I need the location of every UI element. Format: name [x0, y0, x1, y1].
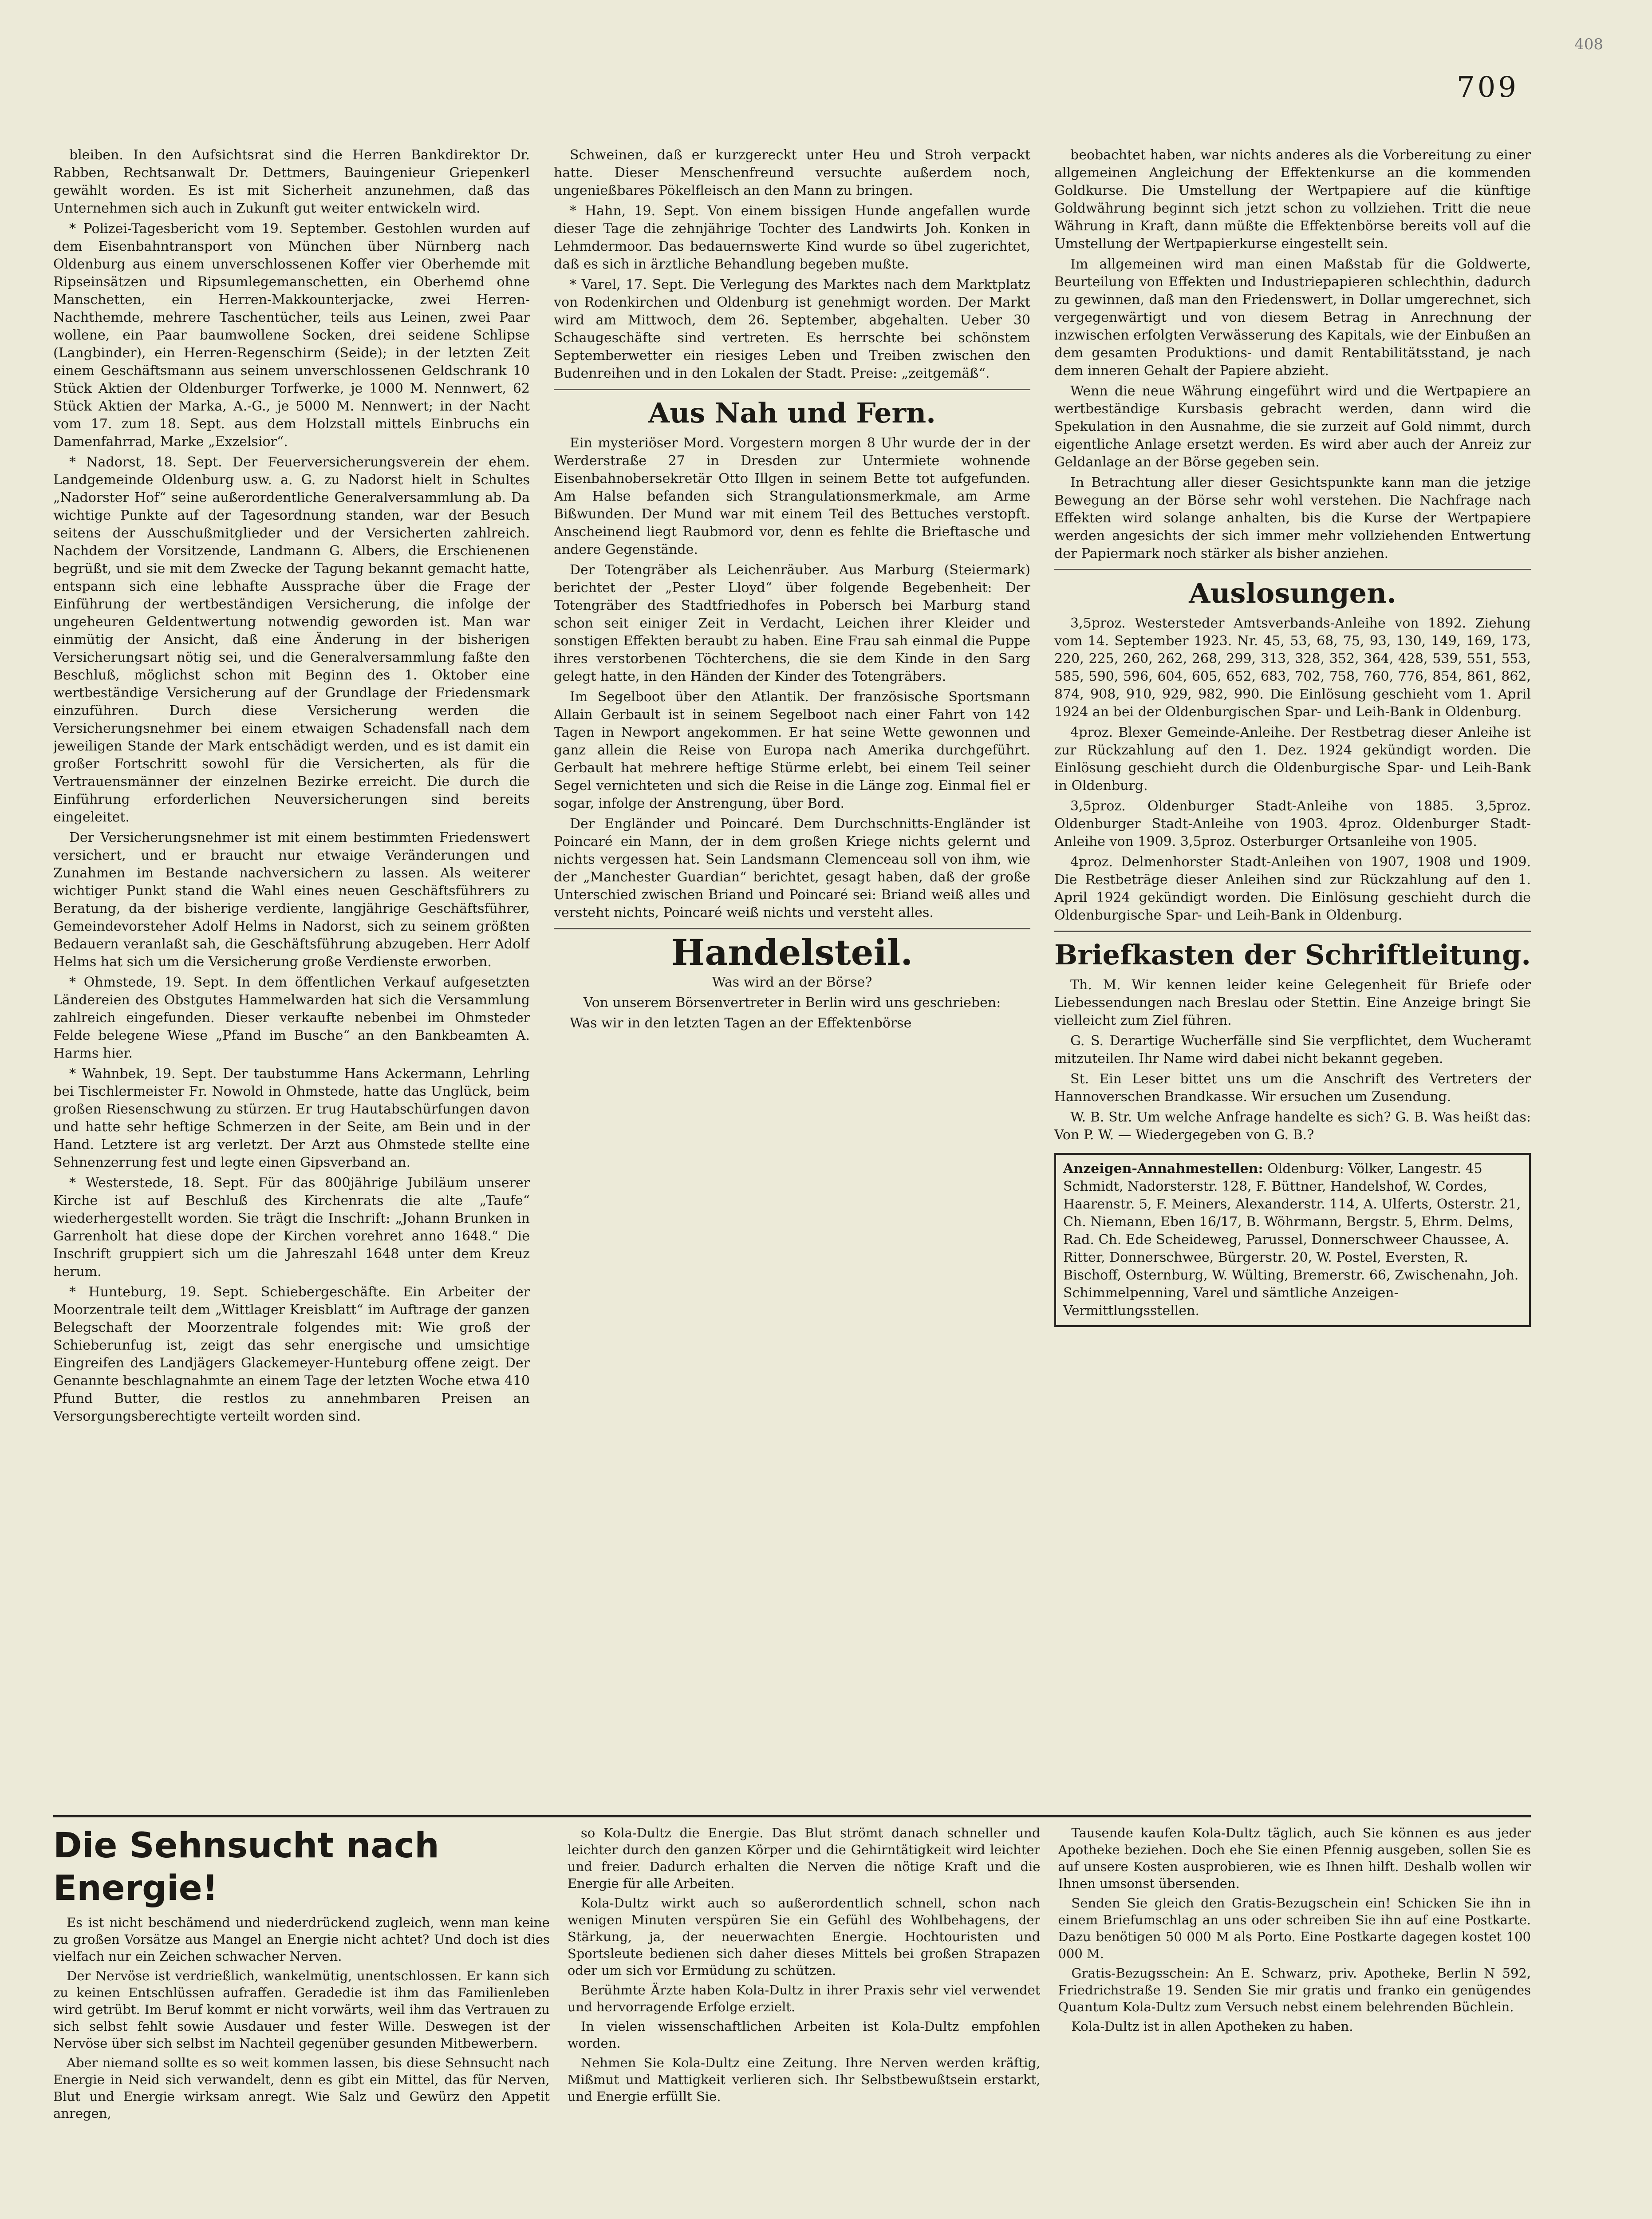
article-paragraph: Der Versicherungsnehmer ist mit einem bestimmten Friedenswert versichert, und er braucht nur etwaige Veränderungen und Zunahmen im Bestande nachversichern zu lassen. Als weiterer wichtiger Punkt stand die Wahl eines neuen Geschäftsführers zu Beratung, da der bisherige verdiente, langjährige Geschäftsführer, Gemeindevorsteher Adolf Helms in Nadorst, sich zu seinem größten Bedauern veranlaßt sah, die Geschäftsführung abzugeben. Herr Adolf Helms hat sich um die Versicherung große Verdienste erworben.: [53, 830, 530, 970]
divider: [554, 389, 1030, 390]
article-paragraph: * Wahnbek, 19. Sept. Der taubstumme Hans Ackermann, Lehrling bei Tischlermeister Fr. Nowold in Ohmstede, hatte das Unglück, beim großen Riesenschwung zu stürzen. Er trug Hautabschürfungen davon und hatte sehr heftige Schmerzen in der Seite, am Bein und in der Hand. Letztere ist arg verletzt. Der Arzt aus Ohmstede stellte eine Sehnenzerrung fest und legte einen Gipsverband an.: [53, 1066, 530, 1170]
ad-acceptance-text: Oldenburg: Völker, Langestr. 45 Schmidt, Nadorsterstr. 128, F. Büttner, Handelshof, W. Cordes, Haarenstr. 5, F. Meiners, Alexanderstr. 114, A. Ulferts, Osterstr. 21, Ch. Niemann, Eben 16/17, B. Wöhrmann, Bergstr. 5, Ehrm. Delms, Rad. Ch. Ede Scheideweg, Parussel, Donnerschweer Chaussee, A. Ritter, Donnerschwee, Bürgerstr. 20, W. Postel, Eversten, R. Bischoff, Osternburg, W. Wülting, Bremerstr. 66, Zwischenahn, Joh. Schimmelpenning, Varel und sämtliche Anzeigen-Vermittlungsstellen.: [1063, 1161, 1521, 1319]
page-number: 709: [1456, 71, 1519, 104]
ad-paragraph: In vielen wissenschaftlichen Arbeiten ist Kola-Dultz empfohlen worden.: [567, 2019, 1041, 2051]
article-paragraph: 4proz. Blexer Gemeinde-Anleihe. Der Restbetrag dieser Anleihe ist zur Rückzahlung auf den 1. Dez. 1924 gekündigt worden. Die Einlösung geschieht durch die Oldenburgische Spar- und Leih-Bank in Oldenburg.: [1054, 725, 1531, 794]
ad-paragraph: so Kola-Dultz die Energie. Das Blut strömt danach schneller und leichter durch den ganzen Körper und die Gehirntätigkeit wird leichter und freier. Dadurch erhalten die Nerven die nötige Kraft und die Energie für alle Arbeiten.: [567, 1825, 1041, 1891]
section-heading: Handelsteil.: [671, 932, 913, 973]
divider: [554, 928, 1030, 929]
article-paragraph: 3,5proz. Westersteder Amtsverbands-Anleihe von 1892. Ziehung vom 14. September 1923. Nr. 45, 53, 68, 75, 93, 130, 149, 169, 173, 220, 225, 260, 262, 268, 299, 313, 328, 352, 364, 428, 539, 551, 553, 585, 590, 596, 604, 605, 652, 683, 702, 758, 760, 776, 854, 861, 862, 874, 908, 910, 929, 982, 990. Die Einlösung geschieht vom 1. April 1924 an bei der Oldenburgischen Spar- und Leih-Bank in Oldenburg.: [1054, 616, 1531, 720]
ad-paragraph: Kola-Dultz wirkt auch so außerordentlich schnell, schon nach wenigen Minuten verspüren Sie ein Gefühl des Wohlbehagens, der Stärkung, ja, der neuerwachten Energie. Hochtouristen und Sportsleute bedienen sich daher dieses Mittels bei großen Strapazen oder um sich vor Ermüdung zu schützen.: [567, 1895, 1041, 1978]
ad-column-2: [568, 1824, 1041, 2219]
article-paragraph: * Westerstede, 18. Sept. Für das 800jährige Jubiläum unserer Kirche ist auf Beschluß des Kirchenrats die alte „Taufe“ wiederhergestellt worden. Sie trägt die Inschrift: „Johann Brunken in Garrenholt hat diese dope der Kirchen vorehret anno 1648.“ Die Inschrift gruppiert sich um die Jahreszahl 1648 unter dem Kreuz herum.: [53, 1175, 530, 1279]
article-paragraph: beobachtet haben, war nichts anderes als die Vorbereitung zu einer allgemeinen Angleichung der Effektenkurse an die kommenden Goldkurse. Die Umstellung der Wertpapiere auf die künftige Goldwährung beginnt sich jetzt schon zu vollziehen. Tritt die neue Währung in Kraft, dann müßte die Effektenbörse bereits voll auf die Umstellung der Wertpapierkurse eingestellt sein.: [1054, 147, 1531, 252]
article-paragraph: Ein mysteriöser Mord. Vorgestern morgen 8 Uhr wurde der in der Werderstraße 27 in Dresden zur Untermiete wohnende Eisenbahnobersekretär Otto Illgen in seinem Bette tot aufgefunden. Am Halse befanden sich Strangulationsmerkmale, am Arme Bißwunden. Der Mund war mit einem Teil des Bettuches verstopft. Anscheinend liegt Raubmord vor, denn es fehlte die Brieftasche und andere Gegenstände.: [554, 435, 1030, 557]
ad-heading: Die Sehnsucht nach Energie!: [53, 1826, 439, 1908]
article-paragraph: bleiben. In den Aufsichtsrat sind die Herren Bankdirektor Dr. Rabben, Rechtsanwalt Dr. Dettmers, Bauingenieur Griepenkerl gewählt worden. Es ist mit Sicherheit anzunehmen, daß das Unternehmen sich auch in Zukunft gut weiter entwickeln wird.: [53, 147, 530, 216]
section-heading: Auslosungen.: [1189, 577, 1396, 609]
ad-paragraph: Aber niemand sollte es so weit kommen lassen, bis diese Sehnsucht nach Energie in Neid sich verwandelt, denn es gibt ein Mittel, das für Nerven, Blut und Energie wirksam anregt. Wie Salz und Gewürz den Appetit anregen,: [53, 2055, 550, 2121]
ad-column-3: [1058, 1824, 1531, 2219]
column-1: [53, 146, 530, 1802]
article-paragraph: * Ohmstede, 19. Sept. In dem öffentlichen Verkauf aufgesetzten Ländereien des Obstgutes Hammelwarden hat sich die Versammlung zahlreich eingefunden. Dieser verkaufte nebenbei im Ohmsteder Felde belegene Wiese „Pfand im Busche“ an den Bankbeamten A. Harms hier.: [53, 975, 530, 1061]
article-paragraph: Der Engländer und Poincaré. Dem Durchschnitts-Engländer ist Poincaré ein Mann, der in dem großen Kriege nichts gelernt und nichts vergessen hat. Sein Landsmann Clemenceau soll von ihm, wie der „Manchester Guardian“ berichtet, gesagt haben, daß der große Unterschied zwischen Briand und Poincaré sei: Briand weiß alles und versteht nichts, Poincaré weiß nichts und versteht alles.: [554, 816, 1030, 920]
ad-paragraph: Senden Sie gleich den Gratis-Bezugschein ein! Schicken Sie ihn in einem Briefumschlag an uns oder schreiben Sie ihn auf eine Postkarte. Dazu benötigen 50 000 M als Porto. Eine Postkarte dagegen kostet 100 000 M.: [1058, 1895, 1531, 1961]
archive-mark: 408: [1574, 36, 1603, 53]
ad-acceptance-box: [1054, 1153, 1531, 1327]
article-paragraph: * Hahn, 19. Sept. Von einem bissigen Hunde angefallen wurde dieser Tage die zehnjährige Tochter des Landwirts Joh. Konken in Lehmdermoor. Das bedauernswerte Kind wurde so übel zugerichtet, daß es sich in ärztliche Behandlung begeben mußte.: [554, 203, 1030, 272]
ad-paragraph: Es ist nicht beschämend und niederdrückend zugleich, wenn man keine zu großen Vorsätze aus Mangel an Energie nicht achtet? Und doch ist dies vielfach nur ein Zeichen schwacher Nerven.: [53, 1915, 550, 1964]
article-paragraph: * Hunteburg, 19. Sept. Schiebergeschäfte. Ein Arbeiter der Moorzentrale teilt dem „Wittlager Kreisblatt“ im Auftrage der ganzen Belegschaft der Moorzentrale folgendes mit: Wie groß der Schieberunfug ist, zeigt das sehr energische und umsichtige Eingreifen des Landjägers Glackemeyer-Hunteburg offene zeigt. Der Genannte beschlagnahmte an einem Tage der letzten Woche etwa 410 Pfund Butter, die restlos zu annehmbaren Preisen an Versorgungsberechtigte verteilt worden sind.: [53, 1284, 530, 1424]
section-heading: Aus Nah und Fern.: [648, 397, 936, 429]
column-3: [1054, 146, 1531, 1802]
article-paragraph: Im allgemeinen wird man einen Maßstab für die Goldwerte, Beurteilung von Effekten und Industriepapieren schlechthin, dadurch zu gewinnen, daß man den Friedenswert, in Dollar umgerechnet, sich vergegenwärtigt und von diesem Betrag in Anrechnung der inzwischen erfolgten Verwässerung des Kapitals, wie der Einbußen an dem gesamten Produktions- und damit Rentabilitätsstand, je nach dem inneren Gehalt der Papiere abzieht.: [1054, 257, 1531, 379]
article-paragraph: Wenn die neue Währung eingeführt wird und die Wertpapiere an wertbeständige Kursbasis gebracht werden, dann wird die Spekulation in den Ausnahme, die sie zurzeit auf Gold nimmt, durch eigentliche Anlage ersetzt werden. Es wird aber auch der Anreiz zur Geldanlage an der Börse gegeben sein.: [1054, 383, 1531, 470]
advertisement-kola-dultz: [53, 1815, 1531, 2219]
ad-paragraph: Tausende kaufen Kola-Dultz täglich, auch Sie können es aus jeder Apotheke beziehen. Doch ehe Sie einen Pfennig ausgeben, sollen Sie es auf unsere Kosten ausprobieren, wie es Ihnen hilft. Deshalb wollen wir Ihnen umsonst übersenden.: [1058, 1825, 1531, 1891]
article-paragraph: Th. M. Wir kennen leider keine Gelegenheit für Briefe oder Liebessendungen nach Breslau oder Stettin. Eine Anzeige bringt Sie vielleicht zum Ziel führen.: [1054, 977, 1531, 1028]
subheading: Von unserem Börsenvertreter in Berlin wird uns geschrieben:: [583, 995, 1001, 1011]
ad-paragraph: Nehmen Sie Kola-Dultz eine Zeitung. Ihre Nerven werden kräftig, Mißmut und Mattigkeit verlieren sich. Ihr Selbstbewußtsein erstarkt, und Energie erfüllt Sie.: [567, 2055, 1041, 2104]
ad-paragraph: Kola-Dultz ist in allen Apotheken zu haben.: [1071, 2019, 1353, 2034]
article-columns: [53, 146, 1531, 1802]
column-2: [554, 146, 1030, 1802]
ad-acceptance-title: Anzeigen-Annahmestellen:: [1063, 1161, 1263, 1177]
ad-paragraph: Der Nervöse ist verdrießlich, wankelmütig, unentschlossen. Er kann sich zu keinen Entschlüssen aufraffen. Geradedie ist ihm das Familienleben wird getrübt. Im Beruf kommt er nicht vorwärts, weil ihm das Vertrauen zu sich selbst fehlt sowie Ausdauer und fester Wille. Deswegen ist der Nervöse über sich selbst im Nachteil gegenüber gesunden Mitbewerbern.: [53, 1968, 550, 2051]
article-paragraph: 3,5proz. Oldenburger Stadt-Anleihe von 1885. 3,5proz. Oldenburger Stadt-Anleihe von 1903. 4proz. Oldenburger Stadt-Anleihe von 1909. 3,5proz. Osterburger Ortsanleihe von 1905.: [1054, 798, 1531, 849]
article-paragraph: Was wir in den letzten Tagen an der Effektenbörse: [570, 1015, 912, 1031]
article-paragraph: Der Totengräber als Leichenräuber. Aus Marburg (Steiermark) berichtet der „Pester Lloyd“ über folgende Begebenheit: Der Totengräber des Stadtfriedhofes in Pobersch bei Marburg stand schon seit einiger Zeit in Verdacht, Leichen ihrer Kleider und sonstigen Effekten beraubt zu haben. Eine Frau sah einmal die Puppe ihres verstorbenen Töchterchens, die sie dem Kinde in den Sarg gelegt hatte, in den Händen der Kinder des Totengräbers.: [554, 562, 1030, 684]
subheading: Was wird an der Börse?: [712, 975, 872, 990]
divider: [1054, 931, 1531, 932]
article-paragraph: W. B. Str. Um welche Anfrage handelte es sich? G. B. Was heißt das: Von P. W. — Wiedergegeben von G. B.?: [1054, 1110, 1531, 1143]
divider: [1054, 569, 1531, 570]
article-paragraph: Schweinen, daß er kurzgereckt unter Heu und Stroh verpackt hatte. Dieser Menschenfreund versuchte außerdem noch, ungenießbares Pökelfleisch an den Mann zu bringen.: [554, 147, 1030, 198]
article-paragraph: * Varel, 17. Sept. Die Verlegung des Marktes nach dem Marktplatz von Rodenkirchen und Oldenburg ist genehmigt worden. Der Markt wird am Mittwoch, dem 26. September, abgehalten. Ueber 30 Schaugeschäfte sind vertreten. Es herrschte bei schönstem Septemberwetter ein riesiges Leben und Treiben zwischen den Budenreihen und in den Lokalen der Stadt. Preise: „zeitgemäß“.: [554, 277, 1030, 381]
ad-paragraph: Gratis-Bezugsschein: An E. Schwarz, priv. Apotheke, Berlin N 592, Friedrichstraße 19. Senden Sie mir gratis und franko ein genügendes Quantum Kola-Dultz zum Versuch nebst einem belehrenden Büchlein.: [1058, 1966, 1531, 2014]
section-heading: Briefkasten der Schriftleitung.: [1054, 939, 1531, 971]
article-paragraph: * Polizei-Tagesbericht vom 19. September. Gestohlen wurden auf dem Eisenbahntransport von München über Nürnberg nach Oldenburg aus einem unverschlossenen Koffer vier Oberhemde mit Ripseinsätzen und Ripsumlegemanschetten, ein Oberhemd ohne Manschetten, ein Herren-Makkounterjacke, zwei Herren-Nachthemde, mehrere Taschentücher, teils aus Leinen, zwei Paar wollene, ein Paar baumwollene Socken, drei seidene Schlipse (Langbinder), ein Herren-Regenschirm (Seide); in der letzten Zeit einem Geschäftsmann aus seinem unverschlossenen Geldschrank 10 Stück Aktien der Oldenburger Torfwerke, je 1000 M. Nennwert, 62 Stück Aktien der Marka, A.-G., je 5000 M. Nennwert; in der Nacht vom 17. zum 18. Sept. aus dem Holzstall mittels Einbruchs ein Damenfahrrad, Marke „Exzelsior“.: [53, 221, 530, 450]
article-paragraph: * Nadorst, 18. Sept. Der Feuerversicherungsverein der ehem. Landgemeinde Oldenburg usw. a. G. zu Nadorst hielt in Schultes „Nadorster Hof“ seine außerordentliche Generalversammlung ab. Da wichtige Punkte auf der Tagesordnung standen, war der Besuch seitens der Ausschußmitglieder und der Versicherten zahlreich. Nachdem der Vorsitzende, Landmann G. Albers, die Erschienenen begrüßt, und sie mit dem Zwecke der Tagung bekannt gemacht hatte, entspann sich eine lebhafte Aussprache über die Frage der Einführung der wertbeständigen Versicherung, die infolge der ungeheuren Geldentwertung notwendig geworden ist. Man war einmütig der Ansicht, daß eine Änderung in der bisherigen Versicherungsart nötig sei, und die Generalversammlung faßte den Beschluß, möglichst schon mit Beginn des 1. Oktober eine wertbeständige Versicherung auf der Grundlage der Friedensmark einzuführen. Durch diese Versicherung werden die Versicherungsnehmer bei einem etwaigen Schadensfall nach dem jeweiligen Stande der Mark entschädigt werden, und es ist damit ein großer Fortschritt sowohl für die Versicherten, als für die Vertrauensmänner der einzelnen Bezirke erreicht. Die durch die Einführung erforderlichen Neuversicherungen sind bereits eingeleitet.: [53, 454, 530, 825]
article-paragraph: Im Segelboot über den Atlantik. Der französische Sportsmann Allain Gerbault ist in seinem Segelboot nach einer Fahrt von 142 Tagen in Newport angekommen. Er hat seine Wette gewonnen und ganz allein die Reise von Europa nach Amerika durchgeführt. Gerbault hat mehrere heftige Stürme erlebt, bei einem Teil seiner Segel vernichteten und sich die Reise in die Länge zog. Einmal fiel er sogar, infolge der Anstrengung, über Bord.: [554, 689, 1030, 811]
article-paragraph: In Betrachtung aller dieser Gesichtspunkte kann man die jetzige Bewegung an der Börse sehr wohl verstehen. Die Nachfrage nach Effekten wird solange anhalten, bis die Kurse der Wertpapiere werden angesichts der sich immer mehr vollziehenden Entwertung der Papiermark noch stärker als bisher anziehen.: [1054, 475, 1531, 561]
ad-column-1: [53, 1824, 550, 2219]
article-paragraph: St. Ein Leser bittet uns um die Anschrift des Vertreters der Hannoverschen Brandkasse. Wir ersuchen um Zusendung.: [1054, 1071, 1531, 1105]
article-paragraph: G. S. Derartige Wucherfälle sind Sie verpflichtet, dem Wucheramt mitzuteilen. Ihr Name wird dabei nicht bekannt gegeben.: [1054, 1033, 1531, 1066]
ad-paragraph: Berühmte Ärzte haben Kola-Dultz in ihrer Praxis sehr viel verwendet und hervorragende Erfolge erzielt.: [567, 1982, 1041, 2014]
article-paragraph: 4proz. Delmenhorster Stadt-Anleihen von 1907, 1908 und 1909. Die Restbeträge dieser Anleihen sind zur Rückzahlung auf den 1. April 1924 gekündigt worden. Die Einlösung geschieht durch die Oldenburgische Spar- und Leih-Bank in Oldenburg.: [1054, 854, 1531, 923]
